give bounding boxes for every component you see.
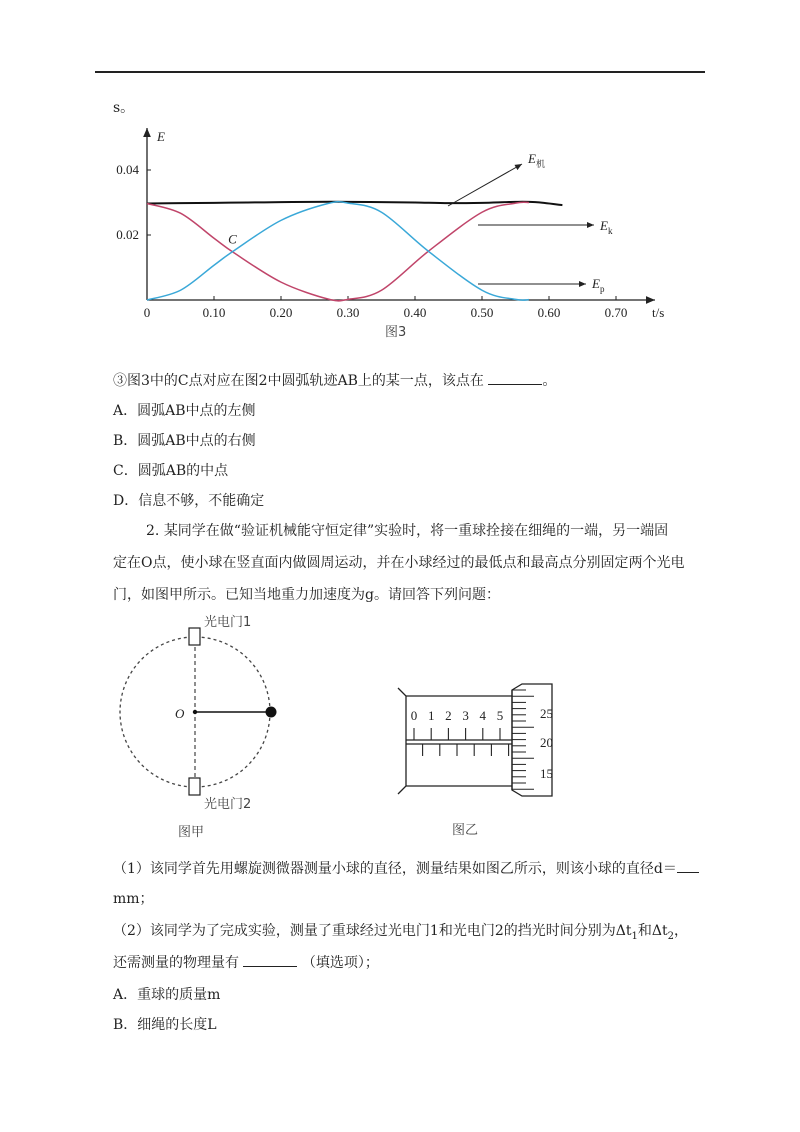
q3-answer-blank[interactable] [488,372,542,385]
q2-sub1-line-1 [113,860,699,878]
q2-option-b: B．细绳的长度L [113,1017,217,1033]
thimble-label-15: 15 [540,766,553,781]
x-tick-label: 0.50 [470,305,494,320]
q2-sub1-line-2: mm； [113,891,154,907]
x-axis-label: t/s [652,305,665,320]
main-scale-label: 5 [496,708,504,723]
q2-intro-line-1 [146,522,668,540]
main-scale-label: 2 [445,708,452,723]
energy-time-chart [0,0,800,340]
main-scale-label: 3 [462,708,469,723]
q3-stem-end: 。 [542,373,557,389]
figure-yi [390,680,590,860]
q2-intro-line-2: 定在O点，使小球在竖直面内做圆周运动，并在小球经过的最低点和最高点分别固定两个光电 [113,555,685,571]
center-point [193,710,197,714]
fig-yi-caption: 图乙 [452,823,479,838]
q2-sub2-line2-suffix: （填选项）； [301,955,379,971]
q2-sub2-line-2 [113,954,379,972]
series-e-kinetic [147,202,529,301]
q2-sub1-text: （1）该同学首先用螺旋测微器测量小球的直径，测量结果如图乙所示，则该小球的直径d＝ [113,861,677,877]
dt1-subscript: 1 [631,930,638,942]
thimble-label-20: 20 [540,735,553,750]
center-label: O [175,706,185,721]
q2-sub2-end: ， [673,923,688,939]
label-e-mech: $E_机$ [528,151,545,169]
point-c-label: C [228,231,237,247]
q3-stem [113,372,556,390]
dt2-subscript: 2 [667,930,674,942]
main-scale-label: 4 [479,708,487,723]
frame-left [398,688,406,794]
series-e-potential [147,202,529,300]
q2-sub2-text: （2）该同学为了完成实验，测量了重球经过光电门1和光电门2的挡光时间分别为Δt [113,923,632,939]
y-axis-label: E [157,129,165,144]
header-fragment: s。 [113,100,135,116]
label-e-mech-arrow [448,164,522,206]
label-e-kin: $E_k$ [600,218,613,236]
label-e-pot-sub: p [599,284,605,294]
q2-sub2-line-1 [113,922,688,946]
q2-sub2-line2-text: 还需测量的物理量有 [113,955,239,971]
q3-stem-text: ③图3中的C点对应在图2中圆弧轨迹AB上的某一点，该点在 [113,373,484,389]
main-scale-label: 0 [410,708,418,723]
photogate-1 [189,628,200,645]
ball [266,707,277,718]
x-tick-label: 0.20 [269,305,293,320]
q3-option-a: A．圆弧AB中点的左侧 [113,403,256,419]
x-tick-label: 0.40 [403,305,427,320]
y-tick-label: 0.02 [116,227,139,242]
y-tick-label: 0.04 [116,162,139,177]
q2-intro-text-1: 某同学在做“验证机械能守恒定律”实验时，将一重球拴接在细绳的一端，另一端固 [163,523,669,539]
fig-jia-caption: 图甲 [178,825,205,840]
diameter-answer-blank[interactable] [677,860,699,873]
photogate-2 [189,778,200,795]
chart-caption: 图3 [385,325,407,340]
label-e-pot: $E_p$ [592,276,605,294]
gate2-label: 光电门2 [204,797,252,812]
q3-option-c: C．圆弧AB的中点 [113,463,229,479]
figure-jia [105,612,325,842]
q2-number: 2. [146,523,160,539]
label-e-kin-sub: k [607,226,613,236]
q2-sub2-mid: 和Δt [637,923,668,939]
q3-option-b: B．圆弧AB中点的右侧 [113,433,256,449]
gate1-label: 光电门1 [204,615,252,630]
main-scale-label: 1 [427,708,435,723]
label-e-mech-sub: 机 [535,159,545,169]
q2-option-a: A．重球的质量m [113,987,221,1003]
x-tick-label: 0.10 [202,305,226,320]
x-tick-label: 0.60 [537,305,561,320]
q2-intro-line-3: 门，如图甲所示。已知当地重力加速度为g。请回答下列问题： [113,587,500,603]
q2-sub2-answer-blank[interactable] [243,954,297,967]
x-tick-label: 0.30 [336,305,360,320]
q3-option-d: D．信息不够，不能确定 [113,493,265,509]
x-tick-label: 0 [143,305,151,320]
thimble-label-25: 25 [540,706,553,721]
x-tick-label: 0.70 [604,305,628,320]
